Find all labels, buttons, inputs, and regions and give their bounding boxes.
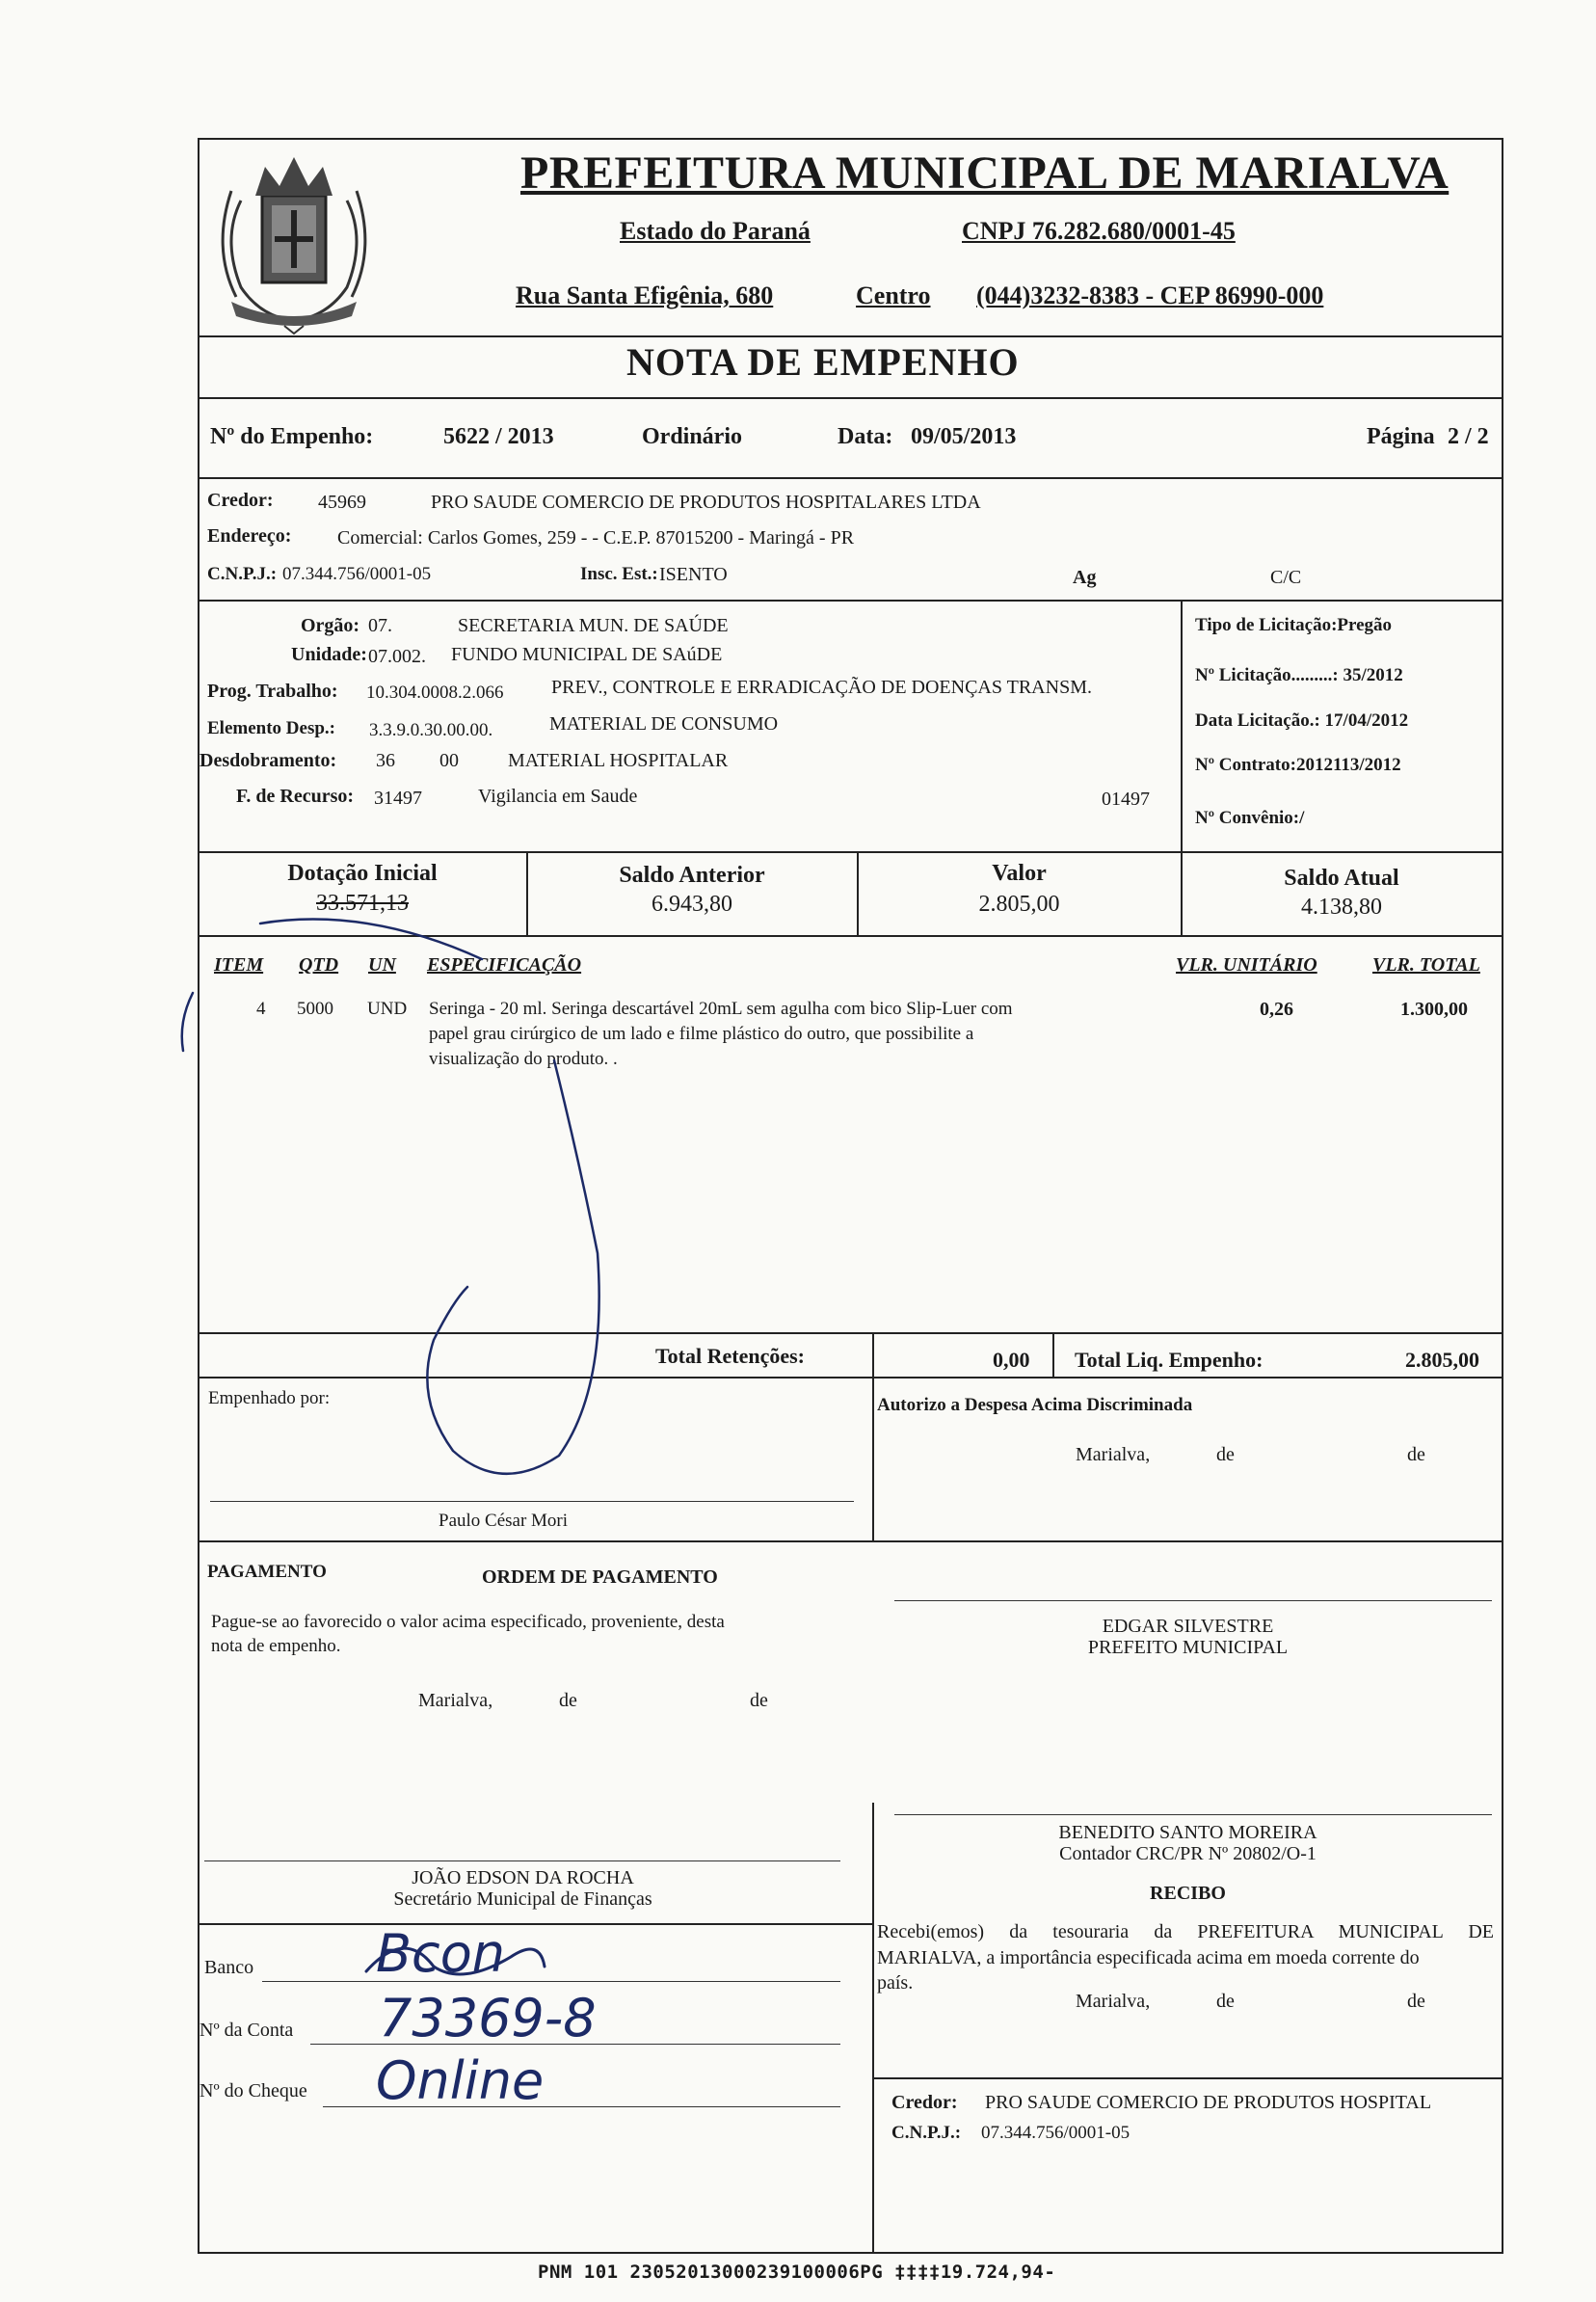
recibo-city: Marialva,	[1076, 1991, 1151, 2012]
recibo-title: RECIBO	[1150, 1883, 1226, 1904]
page-label: Página	[1367, 424, 1435, 449]
state-label: Estado do Paraná	[620, 217, 811, 245]
col-item: ITEM	[214, 954, 264, 976]
pagamento-text-1: Pague-se ao favorecido o valor acima especificado, proveniente, desta	[211, 1612, 725, 1632]
unidade-code: 07.002.	[368, 646, 426, 667]
licitacao-number: Nº Licitação.........: 35/2012	[1195, 665, 1403, 685]
pagamento-text-2: nota de empenho.	[211, 1636, 341, 1656]
cheque-handwritten: Online	[376, 2050, 545, 2111]
desdobramento-name: MATERIAL HOSPITALAR	[508, 750, 729, 771]
autorizo-de1: de	[1216, 1444, 1235, 1465]
empenhado-nome: Paulo César Mori	[439, 1511, 569, 1531]
retencoes-value: 0,00	[993, 1348, 1030, 1372]
desdobramento-code: 36	[376, 750, 395, 771]
unidade-label: Unidade:	[291, 644, 367, 665]
creditor-code: 45969	[318, 492, 366, 513]
dotacao-inicial-label: Dotação Inicial	[287, 861, 438, 886]
empenho-type: Ordinário	[642, 424, 743, 449]
credor-footer-label: Credor:	[891, 2092, 958, 2113]
creditor-address: Comercial: Carlos Gomes, 259 - - C.E.P. 87015200 - Maringá - PR	[337, 527, 855, 549]
creditor-cnpj: 07.344.756/0001-05	[282, 564, 432, 584]
recibo-text-2: MARIALVA, a importância especificada acima em moeda corrente do	[877, 1947, 1420, 1968]
contador-title: Contador CRC/PR Nº 20802/O-1	[1059, 1843, 1317, 1864]
col-especificacao: ESPECIFICAÇÃO	[427, 954, 582, 976]
item-un: UND	[367, 999, 408, 1019]
agency-label: Ag	[1073, 567, 1097, 588]
empenho-number: 5622 / 2013	[443, 424, 554, 449]
municipality-title: PREFEITURA MUNICIPAL DE MARIALVA	[520, 147, 1450, 199]
contrato-number: Nº Contrato:2012113/2012	[1195, 755, 1401, 775]
conta-handwritten: 73369-8	[379, 1988, 597, 2048]
address-label: Endereço:	[207, 525, 292, 547]
elemento-label: Elemento Desp.:	[207, 718, 335, 738]
banco-label: Banco	[204, 1957, 254, 1978]
secretario-name: JOÃO EDSON DA ROCHA	[412, 1867, 634, 1888]
state-registration-label: Insc. Est.:	[580, 564, 658, 584]
item-desc-line2: papel grau cirúrgico de um lado e filme plástico do outro, que possibilite a	[429, 1024, 974, 1044]
prog-code: 10.304.0008.2.066	[366, 683, 504, 703]
prefeito-name: EDGAR SILVESTRE	[1102, 1616, 1274, 1637]
prog-name: PREV., CONTROLE E ERRADICAÇÃO DE DOENÇAS TRANSM.	[551, 677, 1092, 698]
creditor-name: PRO SAUDE COMERCIO DE PRODUTOS HOSPITALARES LTDA	[431, 492, 981, 513]
retencoes-label: Total Retenções:	[655, 1344, 805, 1368]
convenio-number: Nº Convênio:/	[1195, 808, 1305, 828]
credor-footer-name: PRO SAUDE COMERCIO DE PRODUTOS HOSPITAL	[985, 2092, 1432, 2113]
recurso-code: 31497	[374, 788, 422, 809]
cnpj-field-label: C.N.P.J.:	[207, 564, 278, 584]
liq-empenho-label: Total Liq. Empenho:	[1075, 1348, 1264, 1372]
ordem-pagamento-label: ORDEM DE PAGAMENTO	[482, 1566, 718, 1588]
saldo-anterior-label: Saldo Anterior	[619, 863, 765, 888]
recurso-label: F. de Recurso:	[236, 786, 355, 807]
licitacao-type: Tipo de Licitação:Pregão	[1195, 615, 1393, 635]
recibo-text-3: país.	[877, 1972, 914, 1994]
prefeito-title: PREFEITO MUNICIPAL	[1087, 1637, 1289, 1658]
item-number: 4	[256, 999, 266, 1019]
phone-cep: (044)3232-8383 - CEP 86990-000	[976, 281, 1324, 309]
saldo-atual-value: 4.138,80	[1301, 895, 1382, 920]
prog-label: Prog. Trabalho:	[207, 681, 338, 702]
item-desc-line3: visualização do produto. .	[429, 1049, 618, 1069]
date-label: Data:	[838, 424, 893, 449]
orgao-code: 07.	[368, 615, 392, 636]
item-vlr-unitario: 0,26	[1260, 999, 1293, 1020]
item-qtd: 5000	[297, 999, 333, 1019]
item-desc-line1: Seringa - 20 ml. Seringa descartável 20mL sem agulha com bico Slip-Luer com	[429, 999, 1013, 1019]
liq-empenho-value: 2.805,00	[1405, 1348, 1479, 1372]
recibo-de2: de	[1407, 1991, 1425, 2012]
authentication-code: PNM 101 23052013000239100006PG ‡‡‡‡19.724,94-	[538, 2262, 1056, 2283]
credor-footer-cnpj-label: C.N.P.J.:	[891, 2123, 962, 2143]
desdobramento-label: Desdobramento:	[200, 750, 337, 771]
cheque-label: Nº do Cheque	[200, 2080, 307, 2101]
autorizo-de2: de	[1407, 1444, 1425, 1465]
col-vlr-total: VLR. TOTAL	[1372, 954, 1480, 976]
page-number: 2 / 2	[1448, 424, 1489, 449]
elemento-name: MATERIAL DE CONSUMO	[549, 713, 779, 735]
saldo-anterior-value: 6.943,80	[652, 892, 732, 917]
orgao-label: Orgão:	[301, 615, 360, 636]
empenho-number-label: Nº do Empenho:	[210, 424, 374, 449]
unidade-name: FUNDO MUNICIPAL DE SAúDE	[451, 644, 723, 665]
pagamento-de1: de	[559, 1690, 577, 1711]
creditor-label: Credor:	[207, 490, 274, 511]
autorizo-label: Autorizo a Despesa Acima Discriminada	[877, 1395, 1193, 1415]
recibo-text-1: Recebi(emos) da tesouraria da PREFEITURA MUNICIPAL DE	[877, 1921, 1494, 1942]
dotacao-inicial-value: 33.571,13	[316, 891, 409, 916]
recibo-de1: de	[1216, 1991, 1235, 2012]
orgao-name: SECRETARIA MUN. DE SAÚDE	[458, 615, 729, 636]
street-address: Rua Santa Efigênia, 680	[516, 281, 774, 309]
empenhado-label: Empenhado por:	[208, 1388, 331, 1408]
col-qtd: QTD	[299, 954, 339, 976]
conta-label: Nº da Conta	[200, 2020, 294, 2041]
empenho-date: 09/05/2013	[911, 424, 1017, 449]
col-vlr-unitario: VLR. UNITÁRIO	[1176, 954, 1317, 976]
contador-name: BENEDITO SANTO MOREIRA	[1058, 1822, 1317, 1843]
valor-value: 2.805,00	[978, 892, 1060, 917]
district: Centro	[856, 281, 931, 309]
pagamento-de2: de	[750, 1690, 768, 1711]
saldo-atual-label: Saldo Atual	[1284, 866, 1399, 891]
account-label: C/C	[1270, 567, 1302, 588]
banco-handwritten: Bcon	[376, 1923, 505, 1984]
col-un: UN	[368, 954, 396, 976]
licitacao-date: Data Licitação.: 17/04/2012	[1195, 710, 1409, 731]
pagamento-city: Marialva,	[418, 1690, 493, 1711]
credor-footer-cnpj: 07.344.756/0001-05	[981, 2123, 1130, 2143]
recurso-number: 01497	[1102, 789, 1150, 810]
document-title: NOTA DE EMPENHO	[626, 340, 1020, 384]
cnpj-label: CNPJ 76.282.680/0001-45	[962, 217, 1236, 245]
secretario-title: Secretário Municipal de Finanças	[393, 1888, 652, 1910]
elemento-code: 3.3.9.0.30.00.00.	[369, 720, 493, 740]
autorizo-city: Marialva,	[1076, 1444, 1151, 1465]
state-registration: ISENTO	[659, 564, 728, 585]
recurso-name: Vigilancia em Saude	[478, 786, 638, 807]
item-vlr-total: 1.300,00	[1400, 999, 1468, 1020]
desdobramento-sub: 00	[439, 750, 459, 771]
valor-label: Valor	[992, 861, 1047, 886]
pagamento-label: PAGAMENTO	[207, 1562, 327, 1582]
